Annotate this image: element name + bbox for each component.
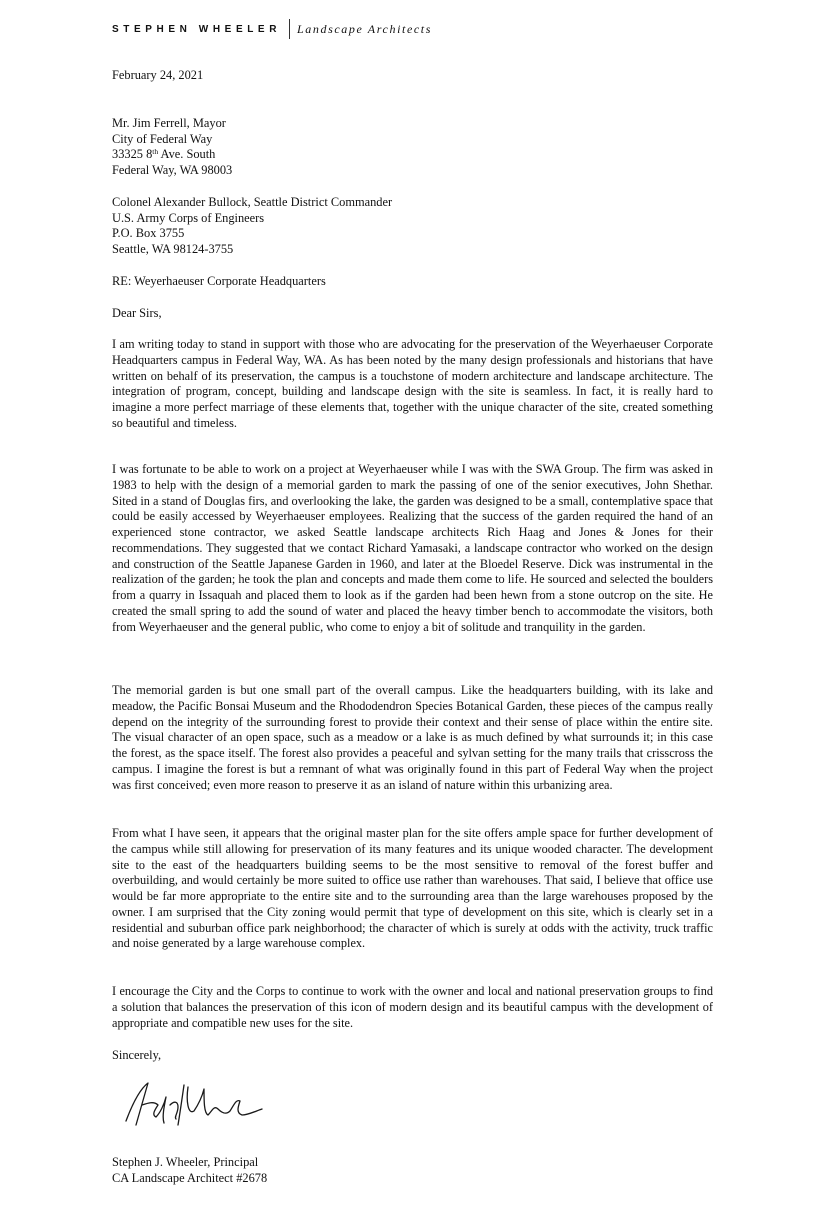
- signer-block: [112, 1155, 710, 1186]
- street-ordinal: th: [152, 147, 159, 156]
- recipient-colonel-city: Seattle, WA 98124-3755: [112, 241, 234, 256]
- recipient-colonel-box: P.O. Box 3755: [112, 226, 185, 240]
- recipient-mayor-name: Mr. Jim Ferrell, Mayor: [112, 116, 226, 130]
- letterhead-name: STEPHEN WHEELER: [112, 23, 282, 35]
- salutation-text: Dear Sirs,: [112, 306, 162, 320]
- body-paragraph-3: The memorial garden is but one small part of the overall campus. Like the headquarters building, with its lake and meadow, the Pacific Bonsai Museum and the Rhododendron Species Botanical Garden, these pieces of the campus really depend on the integrity of the surrounding forest to provide their context and their sense of place within the entire site. The visual character of an open space, such as a meadow or a lake is as much defined by what surrounds it; in this case the forest, as the space itself. The forest also provides a peaceful and sylvan setting for the many trails that crisscross the campus. I imagine the forest is but a remnant of what was originally found in this part of Federal Way when the project was first conceived; even more reason to preserve it as an island of nature within this urbanizing area.: [112, 683, 713, 792]
- recipient-mayor: [112, 116, 710, 178]
- body-paragraph-1: I am writing today to stand in support with those who are advocating for the preservation of the Weyerhaeuser Corporate Headquarters campus in Federal Way, WA. As has been noted by the many design professionals and historians that have written on behalf of its preservation, the campus is a touchstone of modern architecture and landscape architecture. The integration of program, concept, building and landscape design with the site is seamless. In fact, it is really hard to imagine a more perfect marriage of these elements that, together with the unique character of the site, created something so beautiful and timeless.: [112, 337, 713, 430]
- body-paragraph-4: From what I have seen, it appears that the original master plan for the site offers ample space for further development of the campus while still allowing for preservation of its many features and its unique wooded character. The development site to the east of the headquarters building seems to be the most sensitive to removal of the forest buffer and overbuilding, and would certainly be more suited to office use rather than warehouses. That said, I believe that office use would be far more appropriate to the entire site and to the surrounding area than the large warehouses proposed by the owner. I am surprised that the City zoning would permit that type of development on this site, which is clearly set in a residential and suburban office park neighborhood; the character of which is surely at odds with the activity, truck traffic and noise generated by a large warehouse complex.: [112, 826, 713, 951]
- recipient-mayor-org: City of Federal Way: [112, 131, 213, 146]
- recipient-colonel: [112, 195, 710, 257]
- recipient-mayor-street: [112, 147, 710, 163]
- recipient-colonel-name: Colonel Alexander Bullock, Seattle District Commander: [112, 195, 393, 209]
- letterhead-divider: [289, 19, 290, 39]
- re-line: [112, 274, 710, 290]
- letter-date: [112, 68, 710, 84]
- closing-text: Sincerely,: [112, 1048, 162, 1062]
- salutation: [112, 306, 710, 322]
- closing: [112, 1048, 710, 1064]
- body-paragraph-5: I encourage the City and the Corps to continue to work with the owner and local and national preservation groups to find a solution that balances the preservation of this icon of modern design and its beautiful campus with the development of appropriate and compatible new uses for the site.: [112, 984, 713, 1030]
- handwritten-signature: [118, 1075, 268, 1135]
- recipient-colonel-org: U.S. Army Corps of Engineers: [112, 210, 265, 225]
- signer-license: CA Landscape Architect #2678: [112, 1170, 268, 1185]
- signer-name: Stephen J. Wheeler, Principal: [112, 1155, 259, 1169]
- recipient-mayor-city: Federal Way, WA 98003: [112, 162, 233, 177]
- street-number: 33325 8: [112, 147, 153, 161]
- re-text: RE: Weyerhaeuser Corporate Headquarters: [112, 274, 326, 288]
- date-text: February 24, 2021: [112, 68, 204, 82]
- letterhead-subtitle: Landscape Architects: [297, 21, 432, 36]
- street-rest: Ave. South: [158, 147, 216, 161]
- letterhead: [112, 18, 432, 40]
- body-paragraph-2: I was fortunate to be able to work on a project at Weyerhaeuser while I was with the SWA Group. The firm was asked in 1983 to help with the design of a memorial garden to mark the passing of one of the senior executives, John Shethar. Sited in a stand of Douglas firs, and overlooking the lake, the garden was designed to be a small, contemplative space that could be easily accessed by Weyerhaeuser employees. Realizing that the success of the garden required the hand of an experienced stone contractor, we asked Seattle landscape architects Rich Haag and Jones & Jones for their recommendations. They suggested that we contact Richard Yamasaki, a landscape contractor who worked on the design and construction of the Seattle Japanese Garden in 1960, and later at the Bloedel Reserve. Dick was instrumental in the realization of the garden; he took the plan and concepts and made them come to life. He sourced and selected the boulders from a quarry in Issaquah and placed them to look as if the garden had been hewn from a stone outcrop on the site. He created the small spring to add the sound of water and placed the heavy timber bench to accommodate the visitors, both from Weyerhaeuser and the general public, who come to enjoy a bit of solitude and tranquility in the garden.: [112, 462, 713, 634]
